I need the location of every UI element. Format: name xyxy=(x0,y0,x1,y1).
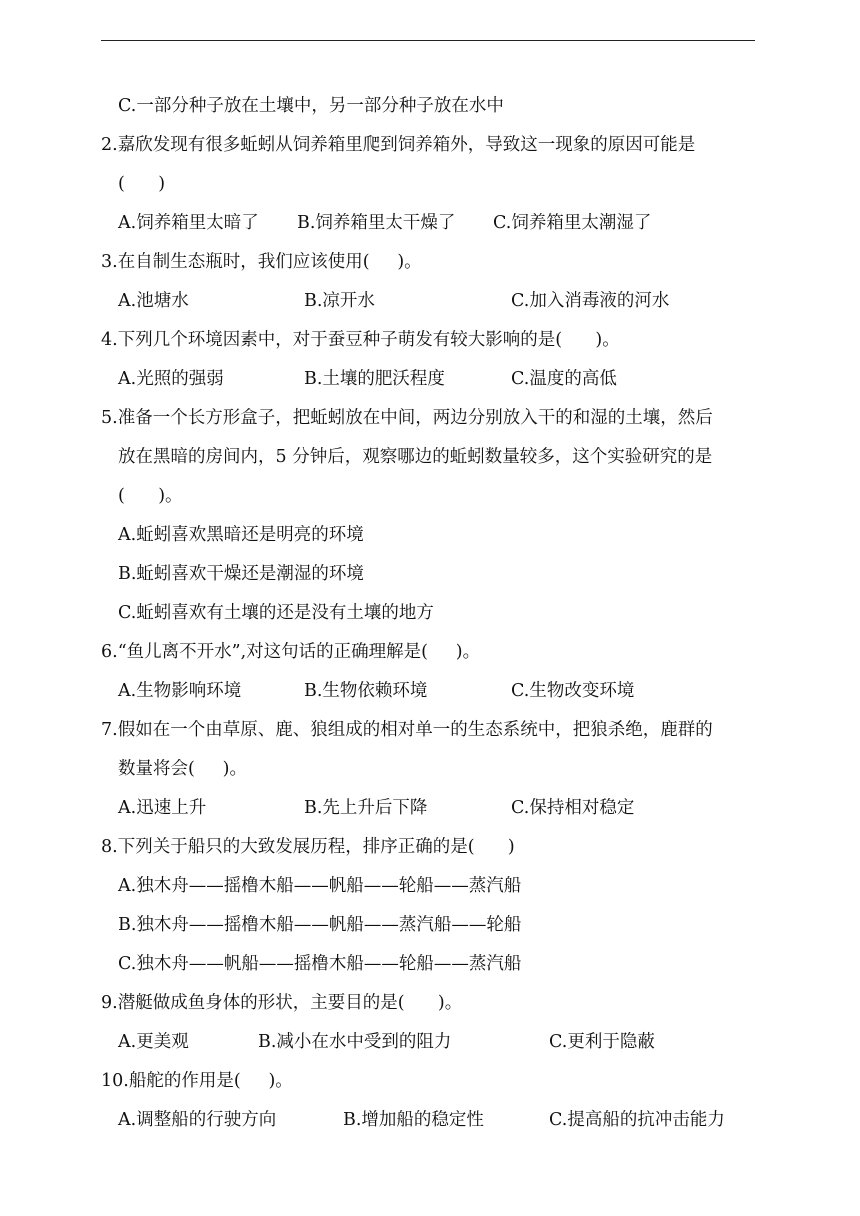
q7-option-c: C.保持相对稳定 xyxy=(511,798,635,818)
q2-option-a: A.饲养箱里太暗了 xyxy=(118,213,259,233)
q5-stem-line1: 5.准备一个长方形盒子，把蚯蚓放在中间，两边分别放入干的和湿的土壤，然后 xyxy=(101,408,713,428)
q4-option-a: A.光照的强弱 xyxy=(118,369,224,389)
q10-stem: 10.船舵的作用是( )。 xyxy=(101,1071,293,1091)
q5-option-c: C.蚯蚓喜欢有土壤的还是没有土壤的地方 xyxy=(118,603,434,623)
q2-blank: ( ) xyxy=(118,174,166,194)
q7-stem-line1: 7.假如在一个由草原、鹿、狼组成的相对单一的生态系统中，把狼杀绝，鹿群的 xyxy=(101,720,713,740)
q10-option-c: C.提高船的抗冲击能力 xyxy=(549,1110,725,1130)
q3-stem: 3.在自制生态瓶时，我们应该使用( )。 xyxy=(101,252,422,272)
q4-stem: 4.下列几个环境因素中，对于蚕豆种子萌发有较大影响的是( )。 xyxy=(101,330,620,350)
q8-stem: 8.下列关于船只的大致发展历程，排序正确的是( ) xyxy=(101,837,515,857)
q10-option-b: B.增加船的稳定性 xyxy=(343,1110,484,1130)
q5-stem-line2: 放在黑暗的房间内，5 分钟后，观察哪边的蚯蚓数量较多，这个实验研究的是 xyxy=(118,447,713,467)
q5-option-a: A.蚯蚓喜欢黑暗还是明亮的环境 xyxy=(118,525,364,545)
q4-option-c: C.温度的高低 xyxy=(511,369,617,389)
q6-option-a: A.生物影响环境 xyxy=(118,681,242,701)
q2-option-c: C.饲养箱里太潮湿了 xyxy=(493,213,652,233)
q2-stem: 2.嘉欣发现有很多蚯蚓从饲养箱里爬到饲养箱外，导致这一现象的原因可能是 xyxy=(101,135,696,155)
q9-option-a: A.更美观 xyxy=(118,1032,189,1052)
q4-option-b: B.土壤的肥沃程度 xyxy=(304,369,445,389)
q1-option-c: C.一部分种子放在土壤中，另一部分种子放在水中 xyxy=(118,96,504,116)
q9-stem: 9.潜艇做成鱼身体的形状，主要目的是( )。 xyxy=(101,993,463,1013)
q7-stem-line2: 数量将会( )。 xyxy=(118,759,247,779)
q3-option-c: C.加入消毒液的河水 xyxy=(511,291,670,311)
q9-option-b: B.减小在水中受到的阻力 xyxy=(258,1032,452,1052)
q6-option-c: C.生物改变环境 xyxy=(511,681,635,701)
q7-option-a: A.迅速上升 xyxy=(118,798,207,818)
header-rule xyxy=(101,40,755,41)
q8-option-b: B.独木舟——摇橹木船——帆船——蒸汽船——轮船 xyxy=(118,915,522,935)
q8-option-a: A.独木舟——摇橹木船——帆船——轮船——蒸汽船 xyxy=(118,876,522,896)
q8-option-c: C.独木舟——帆船——摇橹木船——轮船——蒸汽船 xyxy=(118,954,522,974)
q9-option-c: C.更利于隐蔽 xyxy=(549,1032,655,1052)
q7-option-b: B.先上升后下降 xyxy=(304,798,428,818)
q10-option-a: A.调整船的行驶方向 xyxy=(118,1110,277,1130)
q5-option-b: B.蚯蚓喜欢干燥还是潮湿的环境 xyxy=(118,564,364,584)
q3-option-a: A.池塘水 xyxy=(118,291,189,311)
q3-option-b: B.凉开水 xyxy=(304,291,375,311)
q2-option-b: B.饲养箱里太干燥了 xyxy=(297,213,456,233)
q6-option-b: B.生物依赖环境 xyxy=(304,681,428,701)
q5-blank: ( )。 xyxy=(118,486,183,506)
q6-stem: 6.“鱼儿离不开水”,对这句话的正确理解是( )。 xyxy=(101,642,481,662)
